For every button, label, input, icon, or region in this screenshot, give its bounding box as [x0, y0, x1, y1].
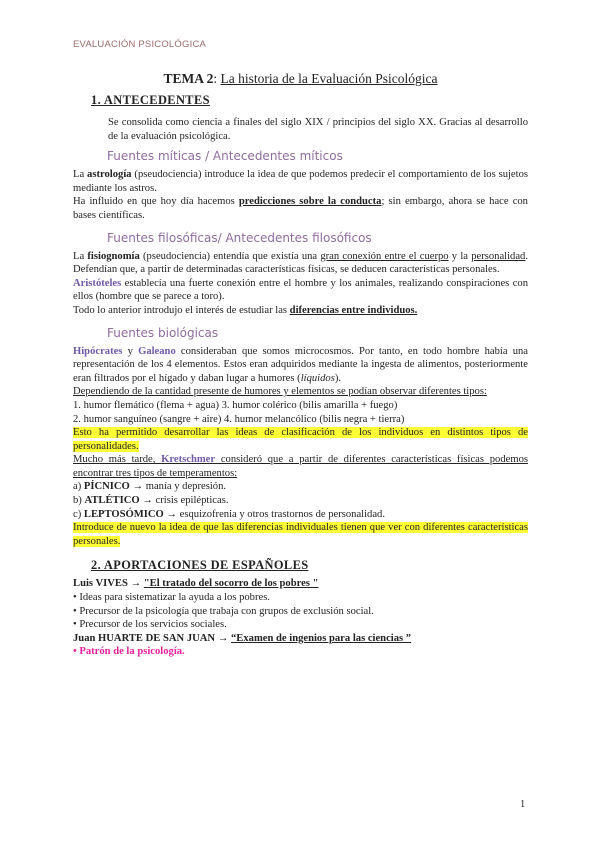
subheading-biologicas: Fuentes biológicas [107, 325, 219, 340]
paragraph-diferencias: Todo lo anterior introdujo el interés de estudiar las diferencias entre individuos. [73, 304, 418, 316]
type-picnico: a) PÍCNICO → manía y depresión. [73, 481, 227, 493]
humor-line-2: 2. humor sanguíneo (sangre + aire) 4. humor melancólico (bilis negra + tierra) [73, 413, 405, 425]
humor-line-1: 1. humor flemático (flema + agua) 3. humor colérico (bilis amarilla + fuego) [73, 399, 398, 411]
paragraph-aristoteles: Aristóteles establecía una fuerte conexión entre el hombre y los animales, realizando conspiraciones con ellos (hombre que se parece a toro). [73, 277, 528, 303]
highlight-clasificacion: Esto ha permitido desarrollar las ideas de clasificación de los individuos en distintos tipos de personalidades. [73, 427, 528, 452]
section-heading-antecedentes: 1. ANTECEDENTES [91, 93, 210, 107]
bullet-ayuda: • Ideas para sistematizar la ayuda a los pobres. [73, 592, 270, 604]
paragraph-tipos: Dependiendo de la cantidad presente de humores y elementos se podían observar diferentes tipos: [73, 386, 487, 398]
paragraph-hipocrates: Hipócrates y Galeano consideraban que somos microcosmos. Por tanto, en todo hombre había una representación de los 4 elementos. Estos eran adquiridos mediante la ingesta de alimentos, posteriormente eran filtrados por el hígado y daban lugar a humores (líquidos). [73, 345, 528, 384]
huarte-line: Juan HUARTE DE SAN JUAN → “Examen de ingenios para las ciencias ” [73, 632, 412, 644]
highlight-diferencias: Introduce de nuevo la idea de que las diferencias individuales tienen que ver con diferentes características personales. [73, 522, 528, 547]
paragraph-kretschmer: Mucho más tarde, Kretschmer consideró que a partir de diferentes características físicas podemos encontrar tres tipos de temperamentos: [73, 454, 528, 479]
paragraph-astrologia: La astrología (pseudociencia) introduce la idea de que podemos predecir el comportamiento de los sujetos mediante los astros. [73, 169, 528, 194]
paragraph-fisiognomia: La fisiognomía (pseudociencia) entendía que existía una gran conexión entre el cuerpo y la personalidad. Defendían que, a partir de determinadas características físicas, se deducen características personales. [73, 250, 529, 276]
intro-paragraph: Se consolida como ciencia a finales del siglo XIX / principios del siglo XX. Gracias al desarrollo de la evaluación psicológica. [108, 117, 528, 142]
subheading-miticas: Fuentes míticas / Antecedentes míticos [107, 149, 343, 164]
type-atletico: b) ATLÉTICO → crisis epilépticas. [73, 495, 229, 507]
document-body [73, 70, 528, 659]
vives-line: Luis VIVES → "El tratado del socorro de los pobres " [73, 578, 319, 590]
page-number: 1 [520, 799, 526, 810]
page-title: TEMA 2: La historia de la Evaluación Psicológica [163, 71, 438, 86]
paragraph-predicciones: Ha influido en que hoy día hacemos predicciones sobre la conducta; sin embargo, ahora se hace con bases científicas. [73, 196, 528, 221]
running-header: EVALUACIÓN PSICOLÓGICA [73, 39, 207, 50]
bullet-servicios: • Precursor de los servicios sociales. [73, 619, 227, 631]
bullet-exclusion: • Precursor de la psicología que trabaja con grupos de exclusión social. [73, 605, 374, 617]
section-heading-aportaciones: 2. APORTACIONES DE ESPAÑOLES [91, 558, 309, 573]
type-leptosomico: c) LEPTOSÓMICO → esquizofrenia y otros trastornos de personalidad. [73, 508, 385, 520]
bullet-patron: • Patrón de la psicología. [73, 646, 185, 658]
subheading-filosoficas: Fuentes filosóficas/ Antecedentes filosóficos [107, 230, 372, 245]
